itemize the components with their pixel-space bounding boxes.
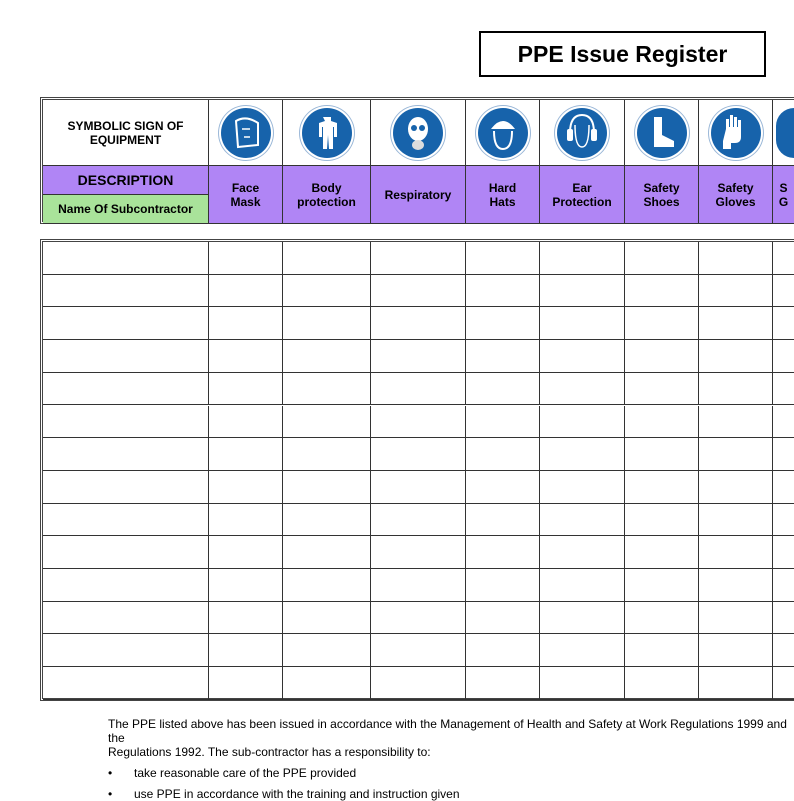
issue-cell[interactable] xyxy=(540,536,625,569)
equipment-sign-cell xyxy=(371,100,466,166)
issue-cell[interactable] xyxy=(699,438,773,471)
issue-cell[interactable] xyxy=(773,634,794,667)
issue-cell[interactable] xyxy=(773,602,794,635)
issue-cell[interactable] xyxy=(283,667,371,700)
equipment-description xyxy=(699,166,773,224)
issue-cell[interactable] xyxy=(540,602,625,635)
equipment-label-line-1: Safety xyxy=(643,180,680,195)
issue-cell[interactable] xyxy=(209,504,283,537)
subcontractor-name-cell[interactable] xyxy=(43,242,209,275)
issue-cell[interactable] xyxy=(209,307,283,340)
subcontractor-label: Name Of Subcontractor xyxy=(43,195,209,224)
issue-cell[interactable] xyxy=(699,406,773,439)
equipment-label-line-1: S xyxy=(779,180,788,195)
issue-cell[interactable] xyxy=(625,373,699,406)
respirator-icon xyxy=(393,108,443,158)
register-table xyxy=(40,239,794,701)
issue-cell[interactable] xyxy=(625,602,699,635)
issue-cell[interactable] xyxy=(466,504,540,537)
issue-cell[interactable] xyxy=(466,602,540,635)
issue-cell[interactable] xyxy=(625,667,699,700)
equipment-label-line-2: Gloves xyxy=(715,194,756,209)
issue-cell[interactable] xyxy=(773,536,794,569)
face-shield-icon xyxy=(221,108,271,158)
subcontractor-name-cell[interactable] xyxy=(43,569,209,602)
safety-sign-icon xyxy=(776,108,794,158)
issue-cell[interactable] xyxy=(773,340,794,373)
issue-cell[interactable] xyxy=(283,438,371,471)
issue-cell[interactable] xyxy=(371,307,466,340)
issue-cell[interactable] xyxy=(625,242,699,275)
issue-cell[interactable] xyxy=(773,471,794,504)
footer-notes xyxy=(108,717,788,801)
issue-cell[interactable] xyxy=(209,667,283,700)
issue-cell[interactable] xyxy=(625,569,699,602)
coverall-icon xyxy=(302,108,352,158)
issue-cell[interactable] xyxy=(283,406,371,439)
issue-cell[interactable] xyxy=(371,667,466,700)
subcontractor-name-cell[interactable] xyxy=(43,536,209,569)
equipment-sign-cell xyxy=(283,100,371,166)
issue-cell[interactable] xyxy=(371,340,466,373)
footer-bullet: • use PPE in accordance with the training and instruction given xyxy=(108,787,788,801)
equipment-sign-cell xyxy=(625,100,699,166)
issue-cell[interactable] xyxy=(699,667,773,700)
issue-cell[interactable] xyxy=(540,504,625,537)
footer-bullet: • take reasonable care of the PPE provided xyxy=(108,766,788,780)
issue-cell[interactable] xyxy=(371,438,466,471)
equipment-description xyxy=(625,166,699,224)
footer-paragraph: The PPE listed above has been issued in accordance with the Management of Health and Safety at Work Regulations 1999 and the xyxy=(108,717,787,745)
equipment-description xyxy=(773,166,794,224)
subcontractor-name-cell[interactable] xyxy=(43,275,209,308)
equipment-label-line-2: Hats xyxy=(489,194,516,209)
issue-cell[interactable] xyxy=(371,602,466,635)
issue-cell[interactable] xyxy=(699,471,773,504)
subcontractor-name-cell[interactable] xyxy=(43,471,209,504)
equipment-description xyxy=(371,166,466,224)
issue-cell[interactable] xyxy=(699,340,773,373)
issue-cell[interactable] xyxy=(371,569,466,602)
equipment-label-line-1: Body xyxy=(311,180,342,195)
issue-cell[interactable] xyxy=(773,438,794,471)
equipment-label-line-2: Shoes xyxy=(643,194,680,209)
issue-cell[interactable] xyxy=(773,569,794,602)
issue-cell[interactable] xyxy=(540,406,625,439)
symbolic-sign-label: SYMBOLIC SIGN OF EQUIPMENT xyxy=(43,100,209,166)
issue-cell[interactable] xyxy=(540,634,625,667)
subcontractor-name-cell[interactable] xyxy=(43,634,209,667)
issue-cell[interactable] xyxy=(283,340,371,373)
equipment-header-table xyxy=(40,97,794,224)
issue-cell[interactable] xyxy=(466,438,540,471)
subcontractor-name-cell[interactable] xyxy=(43,667,209,700)
issue-cell[interactable] xyxy=(283,373,371,406)
issue-cell[interactable] xyxy=(209,242,283,275)
issue-cell[interactable] xyxy=(773,504,794,537)
issue-cell[interactable] xyxy=(466,569,540,602)
issue-cell[interactable] xyxy=(466,667,540,700)
safety-boot-icon xyxy=(637,108,687,158)
equipment-description xyxy=(540,166,625,224)
issue-cell[interactable] xyxy=(625,536,699,569)
issue-cell[interactable] xyxy=(773,406,794,439)
description-label: DESCRIPTION xyxy=(43,166,209,195)
footer-paragraph-2: Regulations 1992. The sub-contractor has a responsibility to: xyxy=(108,745,431,759)
issue-cell[interactable] xyxy=(466,536,540,569)
issue-cell[interactable] xyxy=(466,406,540,439)
issue-cell[interactable] xyxy=(283,242,371,275)
issue-cell[interactable] xyxy=(466,242,540,275)
subcontractor-name-cell[interactable] xyxy=(43,373,209,406)
issue-cell[interactable] xyxy=(625,471,699,504)
equipment-description xyxy=(283,166,371,224)
issue-cell[interactable] xyxy=(466,373,540,406)
issue-cell[interactable] xyxy=(283,307,371,340)
issue-cell[interactable] xyxy=(209,373,283,406)
issue-cell[interactable] xyxy=(371,471,466,504)
issue-cell[interactable] xyxy=(699,602,773,635)
equipment-sign-cell xyxy=(699,100,773,166)
issue-cell[interactable] xyxy=(209,602,283,635)
issue-cell[interactable] xyxy=(283,536,371,569)
equipment-label-line-1: Respiratory xyxy=(384,187,452,202)
issue-cell[interactable] xyxy=(699,569,773,602)
issue-cell[interactable] xyxy=(699,307,773,340)
issue-cell[interactable] xyxy=(540,275,625,308)
page-title: PPE Issue Register xyxy=(479,31,766,77)
issue-cell[interactable] xyxy=(540,471,625,504)
issue-cell[interactable] xyxy=(540,373,625,406)
issue-cell[interactable] xyxy=(283,504,371,537)
equipment-label-line-1: Hard xyxy=(488,180,517,195)
issue-cell[interactable] xyxy=(371,242,466,275)
issue-cell[interactable] xyxy=(283,634,371,667)
issue-cell[interactable] xyxy=(540,242,625,275)
subcontractor-name-cell[interactable] xyxy=(43,307,209,340)
issue-cell[interactable] xyxy=(625,307,699,340)
issue-cell[interactable] xyxy=(466,307,540,340)
equipment-sign-cell xyxy=(466,100,540,166)
issue-cell[interactable] xyxy=(625,634,699,667)
issue-cell[interactable] xyxy=(466,340,540,373)
issue-cell[interactable] xyxy=(466,471,540,504)
issue-cell[interactable] xyxy=(699,275,773,308)
subcontractor-name-cell[interactable] xyxy=(43,602,209,635)
equipment-label-line-2: protection xyxy=(297,194,356,209)
issue-cell[interactable] xyxy=(466,275,540,308)
issue-cell[interactable] xyxy=(540,569,625,602)
issue-cell[interactable] xyxy=(773,667,794,700)
issue-cell[interactable] xyxy=(699,242,773,275)
equipment-description xyxy=(466,166,540,224)
equipment-sign-cell xyxy=(209,100,283,166)
equipment-label-line-2: Protection xyxy=(552,194,612,209)
issue-cell[interactable] xyxy=(773,373,794,406)
issue-cell[interactable] xyxy=(209,340,283,373)
issue-cell[interactable] xyxy=(625,275,699,308)
issue-cell[interactable] xyxy=(773,242,794,275)
equipment-label-line-1: Face xyxy=(231,180,260,195)
issue-cell[interactable] xyxy=(209,275,283,308)
issue-cell[interactable] xyxy=(540,667,625,700)
issue-cell[interactable] xyxy=(209,471,283,504)
issue-cell[interactable] xyxy=(540,438,625,471)
issue-cell[interactable] xyxy=(625,340,699,373)
issue-cell[interactable] xyxy=(283,471,371,504)
issue-cell[interactable] xyxy=(540,307,625,340)
subcontractor-name-cell[interactable] xyxy=(43,438,209,471)
issue-cell[interactable] xyxy=(699,373,773,406)
issue-cell[interactable] xyxy=(466,634,540,667)
issue-cell[interactable] xyxy=(625,504,699,537)
ear-defender-icon xyxy=(557,108,607,158)
issue-cell[interactable] xyxy=(209,634,283,667)
issue-cell[interactable] xyxy=(371,634,466,667)
issue-cell[interactable] xyxy=(699,634,773,667)
equipment-sign-cell xyxy=(773,100,794,166)
issue-cell[interactable] xyxy=(283,569,371,602)
equipment-description xyxy=(209,166,283,224)
issue-cell[interactable] xyxy=(371,406,466,439)
issue-cell[interactable] xyxy=(283,602,371,635)
issue-cell[interactable] xyxy=(209,569,283,602)
issue-cell[interactable] xyxy=(625,406,699,439)
issue-cell[interactable] xyxy=(209,438,283,471)
issue-cell[interactable] xyxy=(371,373,466,406)
equipment-label-line-1: Safety xyxy=(717,180,754,195)
equipment-label-line-2: G xyxy=(778,194,789,209)
equipment-label-line-2: Mask xyxy=(230,194,261,209)
issue-cell[interactable] xyxy=(209,406,283,439)
issue-cell[interactable] xyxy=(773,275,794,308)
glove-icon xyxy=(711,108,761,158)
issue-cell[interactable] xyxy=(371,504,466,537)
issue-cell[interactable] xyxy=(209,536,283,569)
issue-cell[interactable] xyxy=(540,340,625,373)
issue-cell[interactable] xyxy=(773,307,794,340)
issue-cell[interactable] xyxy=(699,504,773,537)
issue-cell[interactable] xyxy=(371,275,466,308)
equipment-sign-cell xyxy=(540,100,625,166)
issue-cell[interactable] xyxy=(699,536,773,569)
issue-cell[interactable] xyxy=(371,536,466,569)
subcontractor-name-cell[interactable] xyxy=(43,504,209,537)
hard-hat-icon xyxy=(478,108,528,158)
subcontractor-name-cell[interactable] xyxy=(43,406,209,439)
subcontractor-name-cell[interactable] xyxy=(43,340,209,373)
issue-cell[interactable] xyxy=(625,438,699,471)
issue-cell[interactable] xyxy=(283,275,371,308)
equipment-label-line-1: Ear xyxy=(572,180,592,195)
